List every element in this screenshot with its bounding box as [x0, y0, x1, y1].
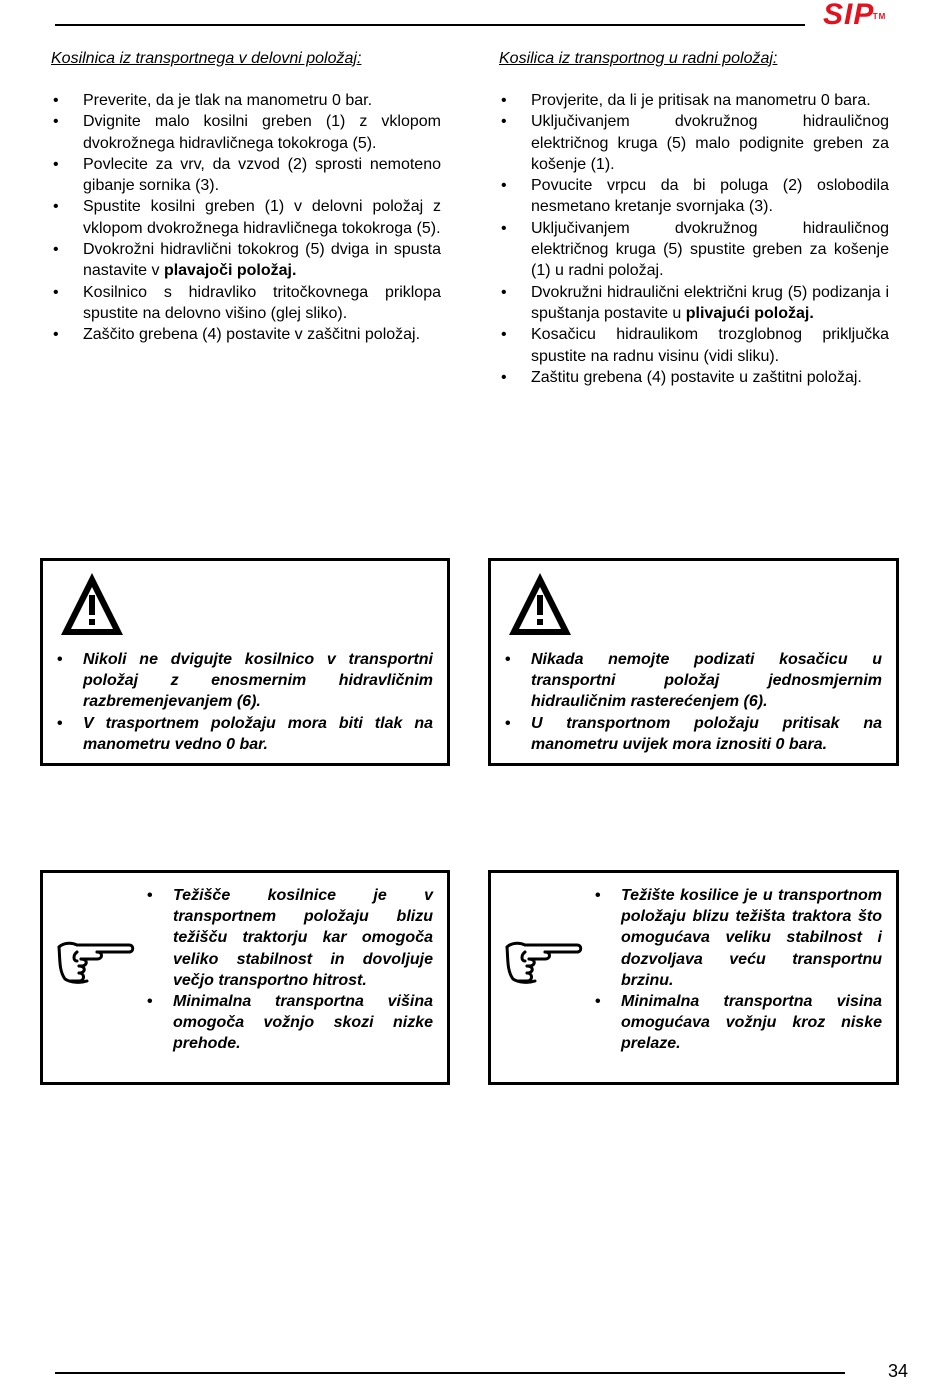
list-item [51, 196, 441, 239]
list-item [499, 90, 889, 111]
item-text: Povlecite za vrv, da vzvod (2) sprosti nemoteno gibanje sornika (3). [83, 155, 441, 195]
bullet-icon: • [501, 283, 507, 301]
bullet-icon: • [53, 326, 59, 344]
list-item [503, 649, 882, 713]
list-item [55, 713, 433, 755]
bullet-icon: • [57, 651, 63, 668]
item-text: Provjerite, da li je pritisak na manometru 0 bara. [531, 92, 871, 109]
bullet-icon: • [147, 887, 153, 904]
item-text: Kosilnico s hidravliko tritočkovnega priklopa spustite na delovno višino (glej sliko). [83, 283, 441, 322]
footer-rule [55, 1372, 845, 1374]
bullet-icon: • [53, 241, 59, 259]
bullet-icon: • [501, 92, 507, 109]
bullet-icon: • [501, 326, 507, 344]
item-text: Dvokrožni hidravlični tokokrog (5) dviga in spusta nastavite v [83, 241, 441, 280]
item-text: Dvokružni hidraulični električni krug (5) podizanja i spuštanja postavite u [531, 283, 889, 322]
list-item [499, 111, 889, 175]
list-item [51, 154, 441, 197]
right-heading: Kosilica iz transportnog u radni položaj: [499, 50, 778, 67]
right-instructions-list [499, 90, 889, 388]
list-item [51, 90, 441, 111]
list-item [145, 885, 433, 991]
list-item [51, 324, 441, 345]
list-item [55, 649, 433, 713]
page-number: 34 [888, 1361, 909, 1381]
item-text: Nikada nemojte podizati kosačicu u transportni položaj jednosmjernim hidrauličnim rasterećenjem (6). [531, 651, 882, 711]
list-item [503, 713, 882, 755]
bullet-icon: • [53, 155, 59, 173]
item-text: Spustite kosilni greben (1) v delovni položaj z vklopom dvokrožnega hidravličnega tokokroga (5). [83, 198, 441, 237]
item-text: Povucite vrpcu da bi poluga (2) oslobodila nesmetano kretanje svornjaka (3). [531, 177, 889, 216]
bullet-icon: • [53, 92, 59, 109]
warning-list-left [55, 649, 433, 755]
item-text: Težište kosilice je u transportnom položaju blizu težišta traktora što omogućava veliku stabilnost i dozvoljava veću transportnu brzinu. [621, 887, 882, 989]
list-item [51, 282, 441, 325]
bullet-icon: • [501, 368, 507, 386]
pointing-hand-icon [57, 939, 135, 985]
list-item [499, 175, 889, 218]
bullet-icon: • [505, 714, 511, 732]
item-text: Preverite, da je tlak na manometru 0 bar. [83, 92, 373, 109]
item-text: V trasportnem položaju mora biti tlak na manometru vedno 0 bar. [83, 714, 433, 753]
warning-triangle-icon [507, 571, 573, 637]
list-item [499, 367, 889, 388]
list-item [499, 324, 889, 367]
warning-list-right [503, 649, 882, 755]
list-item [593, 991, 882, 1055]
item-text: Minimalna transportna višina omogoča vožnjo skozi nizke prehode. [173, 993, 433, 1053]
bullet-icon: • [501, 113, 507, 131]
bullet-icon: • [53, 113, 59, 131]
bullet-icon: • [53, 283, 59, 301]
list-item [51, 239, 441, 282]
emphasized-text: plavajoči položaj. [163, 262, 297, 280]
item-text: Zaščito grebena (4) postavite v zaščitni položaj. [83, 326, 421, 344]
list-item [593, 885, 882, 991]
right-column [499, 48, 889, 388]
list-item [499, 218, 889, 282]
note-list-right [593, 885, 882, 1055]
item-text: Uključivanjem dvokružnog hidrauličnog električnog kruga (5) spustite greben za košenje (1) u radni položaj. [531, 219, 889, 280]
bullet-icon: • [53, 198, 59, 216]
item-text: U transportnom položaju pritisak na manometru uvijek mora iznositi 0 bara. [531, 714, 882, 753]
bullet-icon: • [147, 993, 153, 1011]
left-instructions-list [51, 90, 441, 346]
item-text: Zaštitu grebena (4) postavite u zaštitni položaj. [531, 368, 862, 386]
sip-logo: SIP TM [823, 0, 887, 31]
item-text: Nikoli ne dvigujte kosilnico v transportni položaj z enosmernim hidravličnim razbremenjevanjem (6). [83, 651, 433, 711]
item-text: Težišče kosilnice je v transportnem položaju blizu težišču traktorju kar omogoča veliko stabilnost in dovoljuje večjo transportno hitrost. [173, 887, 433, 989]
bullet-icon: • [501, 219, 507, 237]
note-box-right [488, 870, 899, 1085]
left-heading: Kosilnica iz transportnega v delovni položaj: [51, 50, 362, 67]
note-box-left [40, 870, 450, 1085]
list-item [499, 282, 889, 325]
header-rule [55, 24, 805, 26]
warning-box-left [40, 558, 450, 766]
pointing-hand-icon [505, 939, 583, 985]
item-text: Uključivanjem dvokružnog hidrauličnog električnog kruga (5) malo podignite greben za košenje (1). [531, 113, 889, 173]
warning-triangle-icon [59, 571, 125, 637]
warning-box-right [488, 558, 899, 766]
note-list-left [145, 885, 433, 1055]
bullet-icon: • [505, 651, 511, 668]
item-text: Dvignite malo kosilni greben (1) z vklopom dvokrožnega hidravličnega tokokroga (5). [83, 113, 441, 152]
item-text: Minimalna transportna visina omogućava vožnju kroz niske prelaze. [621, 993, 882, 1053]
bullet-icon: • [57, 714, 63, 732]
left-column [51, 48, 441, 346]
bullet-icon: • [595, 993, 601, 1011]
list-item [145, 991, 433, 1055]
list-item [51, 111, 441, 154]
bullet-icon: • [501, 177, 507, 195]
emphasized-text: plivajući položaj. [685, 304, 814, 322]
item-text: Kosačicu hidraulikom trozglobnog priključka spustite na radnu visinu (vidi sliku). [531, 326, 889, 365]
bullet-icon: • [595, 887, 601, 904]
